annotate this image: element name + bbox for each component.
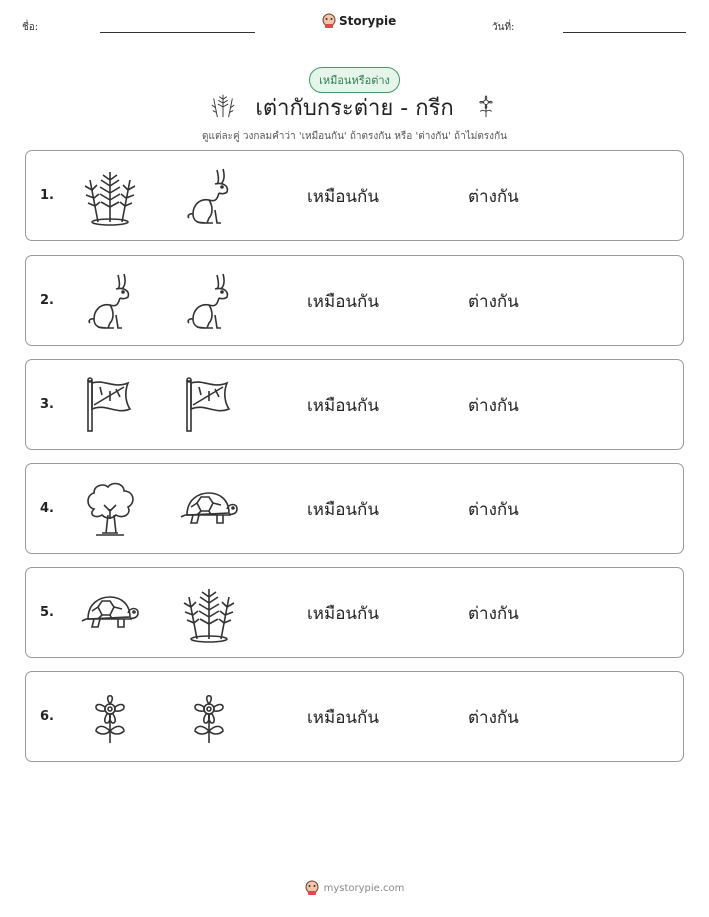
footer (0, 880, 709, 896)
name-line[interactable] (100, 32, 255, 33)
different-option[interactable]: ต่างกัน (468, 500, 519, 520)
worksheet-type-badge: เหมือนหรือต่าง (309, 67, 400, 93)
instructions: ดูแต่ละคู่ วงกลมคำว่า 'เหมือนกัน' ถ้าตรงกัน หรือ 'ต่างกัน' ถ้าไม่ตรงกัน (202, 131, 507, 142)
different-option[interactable]: ต่างกัน (468, 187, 519, 207)
fern-icon (209, 90, 237, 124)
exercise-row (25, 359, 684, 450)
flower-icon (472, 90, 500, 124)
name-label: ชื่อ: (22, 22, 39, 33)
brand-logo (322, 13, 396, 29)
tortoise-icon (179, 479, 239, 539)
row-number: 4. (40, 501, 54, 516)
same-option[interactable]: เหมือนกัน (307, 187, 379, 207)
footer-mascot-icon (305, 880, 319, 896)
exercise-row (25, 150, 684, 241)
date-line[interactable] (563, 32, 686, 33)
different-option[interactable]: ต่างกัน (468, 396, 519, 416)
tortoise-icon (80, 583, 140, 643)
flower-icon (80, 687, 140, 747)
title-row (0, 90, 709, 124)
exercise-row (25, 567, 684, 658)
same-option[interactable]: เหมือนกัน (307, 708, 379, 728)
page-title: เต่ากับกระต่าย - กรีก (255, 95, 454, 121)
row-number: 1. (40, 188, 54, 203)
flag-icon (179, 375, 239, 435)
same-option[interactable]: เหมือนกัน (307, 292, 379, 312)
same-option[interactable]: เหมือนกัน (307, 396, 379, 416)
different-option[interactable]: ต่างกัน (468, 292, 519, 312)
row-number: 5. (40, 605, 54, 620)
row-number: 2. (40, 293, 54, 308)
same-option[interactable]: เหมือนกัน (307, 500, 379, 520)
hare-icon (80, 271, 140, 331)
fern-icon (80, 166, 140, 226)
flower-icon (179, 687, 239, 747)
footer-url: mystorypie.com (323, 882, 405, 894)
brand-mascot-icon (322, 13, 336, 29)
different-option[interactable]: ต่างกัน (468, 604, 519, 624)
flag-icon (80, 375, 140, 435)
date-label: วันที่: (492, 22, 515, 33)
row-number: 6. (40, 709, 54, 724)
hare-icon (179, 166, 239, 226)
hare-icon (179, 271, 239, 331)
tree-icon (80, 479, 140, 539)
same-option[interactable]: เหมือนกัน (307, 604, 379, 624)
row-number: 3. (40, 397, 54, 412)
exercise-row (25, 671, 684, 762)
exercise-row (25, 463, 684, 554)
exercise-row (25, 255, 684, 346)
different-option[interactable]: ต่างกัน (468, 708, 519, 728)
fern-icon (179, 583, 239, 643)
brand-name: Storypie (339, 14, 397, 28)
